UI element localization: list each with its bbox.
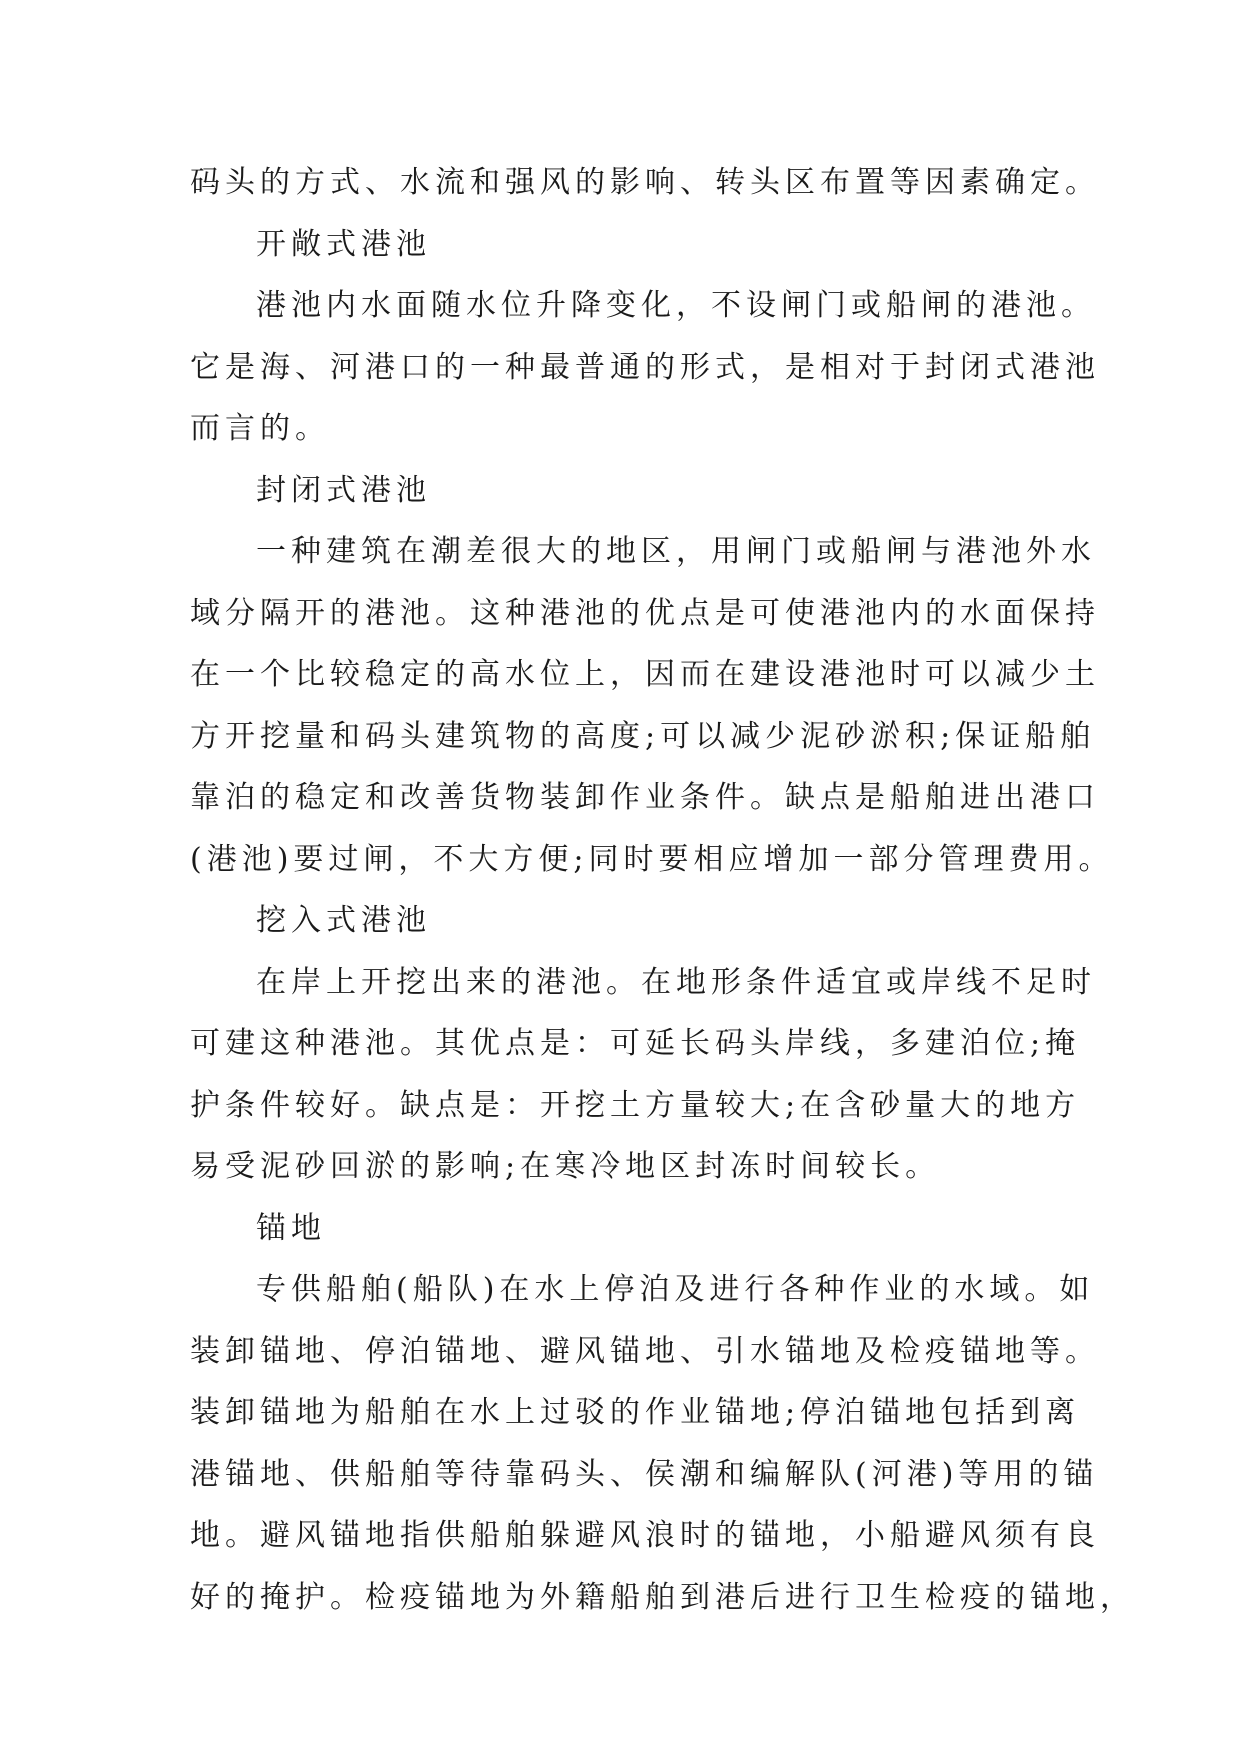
text-line: 在岸上开挖出来的港池。在地形条件适宜或岸线不足时 [256, 964, 1096, 1000]
text-line: 护条件较好。缺点是：开挖土方量较大;在含砂量大的地方 [190, 1087, 1081, 1123]
text-line: 可建这种港池。其优点是：可延长码头岸线，多建泊位;掩 [190, 1026, 1081, 1061]
body-text [190, 152, 1135, 1628]
text-line: 域分隔开的港池。这种港池的优点是可使港池内的水面保持 [190, 595, 1100, 631]
text-line: 地。避风锚地指供船舶躲避风浪时的锚地，小船避风须有良 [190, 1518, 1100, 1553]
section-heading: 开敞式港池 [256, 226, 431, 262]
section-heading: 封闭式港池 [256, 472, 431, 508]
text-line: 港锚地、供船舶等待靠码头、侯潮和编解队(河港)等用的锚 [190, 1456, 1099, 1492]
text-line: (港池)要过闸，不大方便;同时要相应增加一部分管理费用。 [190, 841, 1114, 877]
text-line: 专供船舶(船队)在水上停泊及进行各种作业的水域。如 [256, 1272, 1095, 1307]
text-line: 装卸锚地为船舶在水上过驳的作业锚地;停泊锚地包括到离 [190, 1395, 1081, 1430]
text-line: 而言的。 [190, 411, 330, 446]
text-line: 一种建筑在潮差很大的地区，用闸门或船闸与港池外水 [256, 534, 1096, 569]
text-line: 它是海、河港口的一种最普通的形式，是相对于封闭式港池 [190, 349, 1100, 385]
text-line: 好的掩护。检疫锚地为外籍船舶到港后进行卫生检疫的锚地， [190, 1579, 1135, 1615]
text-line: 易受泥砂回淤的影响;在寒冷地区封冻时间较长。 [190, 1149, 941, 1184]
text-line: 方开挖量和码头建筑物的高度;可以减少泥砂淤积;保证船舶 [190, 718, 1096, 754]
section-heading: 挖入式港池 [256, 903, 431, 938]
text-line: 在一个比较稳定的高水位上，因而在建设港池时可以减少土 [190, 657, 1100, 692]
text-line: 装卸锚地、停泊锚地、避风锚地、引水锚地及检疫锚地等。 [190, 1333, 1100, 1369]
text-line: 港池内水面随水位升降变化，不设闸门或船闸的港池。 [256, 288, 1096, 323]
text-line: 码头的方式、水流和强风的影响、转头区布置等因素确定。 [190, 165, 1100, 200]
section-heading: 锚地 [256, 1210, 326, 1246]
text-line: 靠泊的稳定和改善货物装卸作业条件。缺点是船舶进出港口 [190, 780, 1100, 815]
